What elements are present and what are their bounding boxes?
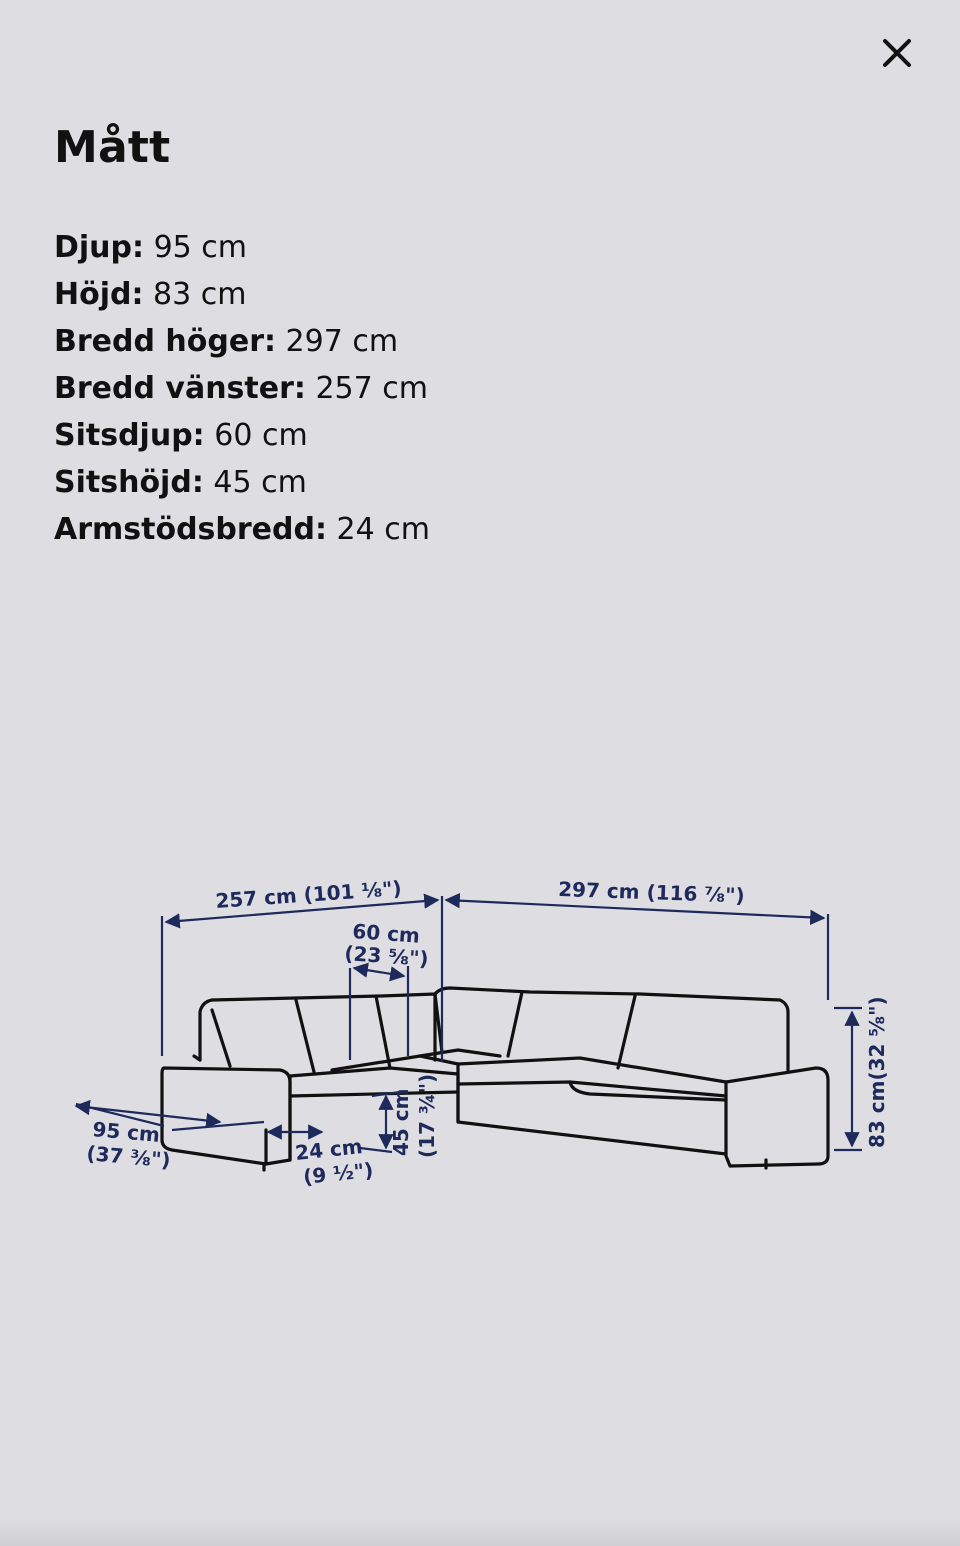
measurement-item [54, 318, 430, 365]
measurement-value: 95 cm [153, 230, 247, 265]
seat-depth-cm-label: 60 cm [351, 919, 421, 948]
measurement-item [54, 412, 430, 459]
measurement-label: Armstödsbredd: [54, 512, 327, 547]
measurement-label: Bredd höger: [54, 324, 276, 359]
armrest-cm-label: 24 cm [294, 1134, 364, 1165]
measurement-value: 24 cm [336, 512, 430, 547]
bottom-edge [0, 1520, 960, 1546]
measurement-list [54, 224, 430, 553]
measurement-value: 297 cm [285, 324, 399, 359]
measurement-item [54, 271, 430, 318]
seat-height-cm-label: 45 cm [389, 1088, 413, 1156]
depth-in-label: (37 ⅜") [85, 1141, 172, 1173]
measurement-label: Bredd vänster: [54, 371, 306, 406]
measurement-value: 45 cm [213, 465, 307, 500]
measurement-label: Sitshöjd: [54, 465, 204, 500]
close-icon [881, 37, 913, 69]
depth-cm-label: 95 cm [91, 1117, 161, 1147]
measurement-item [54, 365, 430, 412]
measurement-label: Sitsdjup: [54, 418, 205, 453]
width-left-label: 257 cm (101 ⅛") [214, 876, 403, 913]
sofa-drawing [162, 988, 828, 1170]
measurement-item [54, 506, 430, 553]
width-right-label: 297 cm (116 ⅞") [557, 877, 746, 908]
seat-height-in-label: (17 ¾") [415, 1073, 439, 1158]
dimension-lines [76, 896, 862, 1152]
page-title: Mått [54, 122, 171, 173]
measurement-label: Höjd: [54, 277, 144, 312]
armrest-in-label: (9 ½") [302, 1157, 375, 1189]
measurement-value: 60 cm [214, 418, 308, 453]
seat-depth-in-label: (23 ⅝") [343, 941, 430, 971]
measurement-value: 83 cm [153, 277, 247, 312]
measurement-item [54, 459, 430, 506]
measurement-value: 257 cm [315, 371, 428, 406]
measurement-label: Djup: [54, 230, 145, 265]
measurement-item [54, 224, 430, 271]
sofa-dimension-diagram [60, 860, 910, 1200]
height-label: 83 cm(32 ⅝") [865, 996, 889, 1148]
close-button[interactable] [872, 30, 922, 76]
